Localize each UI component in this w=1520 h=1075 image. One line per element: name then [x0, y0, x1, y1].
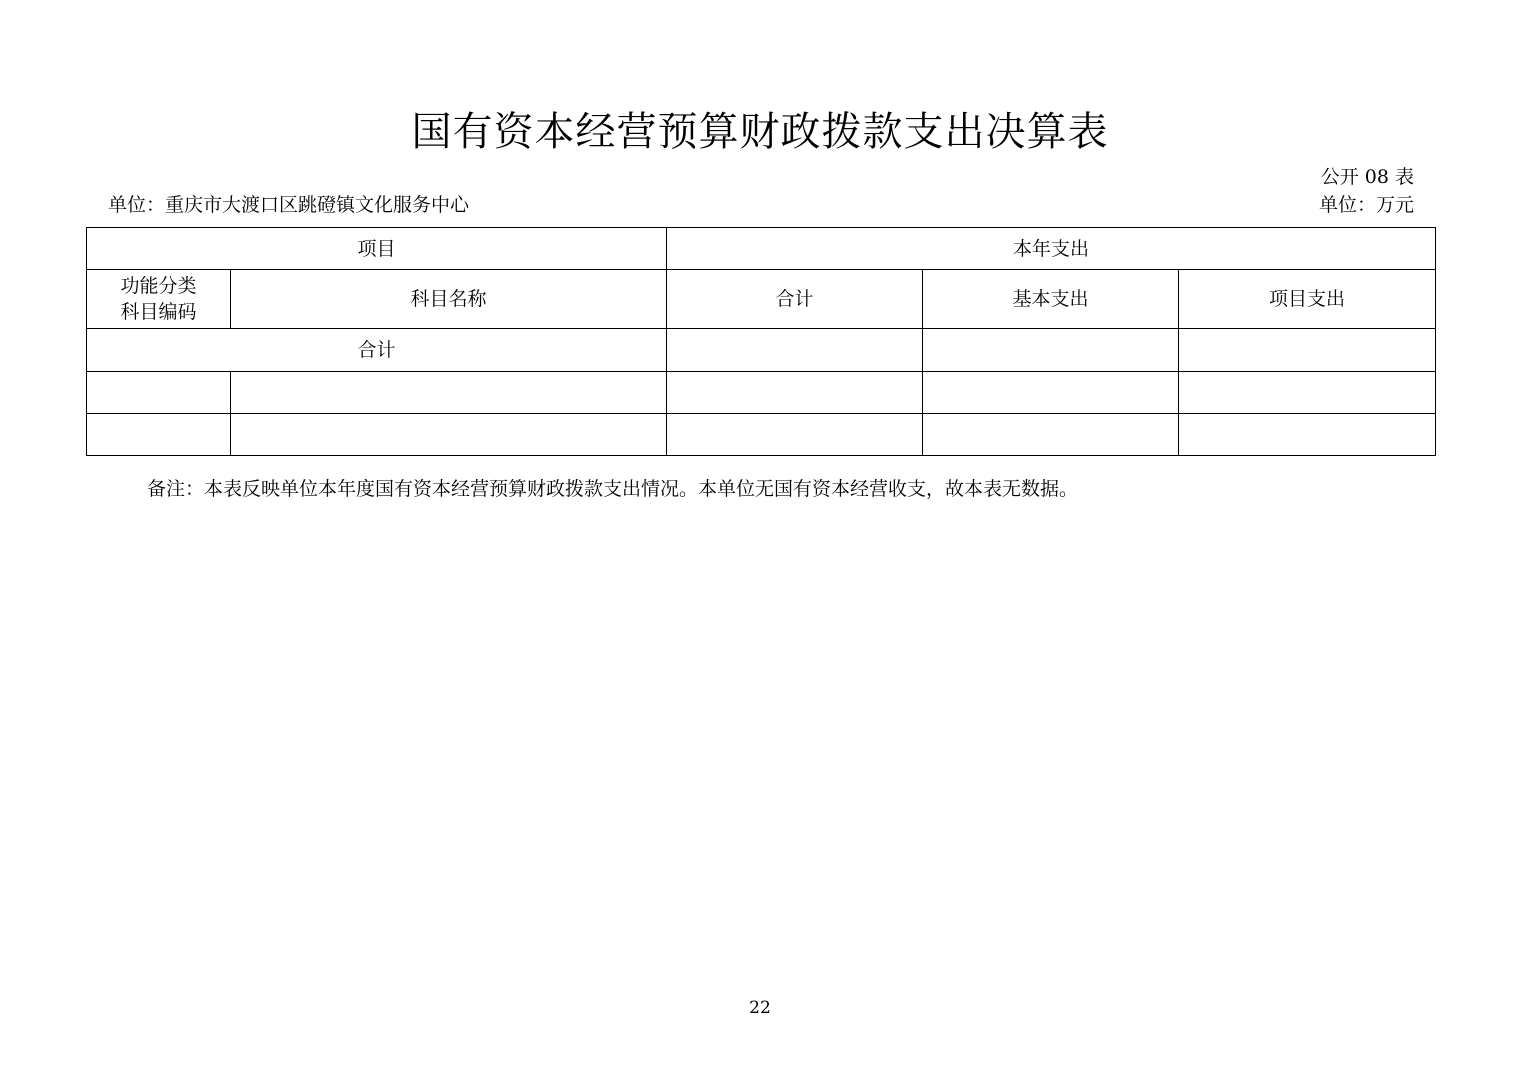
table-header-row-2 [87, 270, 1436, 329]
row-name [231, 372, 667, 414]
total-row [87, 329, 1436, 372]
total-row-basic [923, 329, 1179, 372]
page-title: 国有资本经营预算财政拨款支出决算表 [411, 109, 1109, 155]
row-total [667, 372, 923, 414]
currency-unit: 单位：万元 [1318, 194, 1414, 216]
total-row-project [1179, 329, 1436, 372]
row-project [1179, 372, 1436, 414]
header-function-code-line1: 功能分类 [120, 275, 197, 297]
header-current-year-expenditure: 本年支出 [667, 228, 1436, 270]
header-item: 项目 [87, 228, 667, 270]
row-code [87, 372, 231, 414]
header-total: 合计 [667, 270, 923, 329]
table-header-row-1 [87, 228, 1436, 270]
row-total [667, 414, 923, 456]
row-basic [923, 372, 1179, 414]
row-name [231, 414, 667, 456]
row-code [87, 414, 231, 456]
row-basic [923, 414, 1179, 456]
header-function-code [87, 270, 231, 329]
table-row [87, 372, 1436, 414]
header-function-code-line2: 科目编码 [120, 301, 197, 323]
expenditure-table [86, 227, 1436, 456]
footnote: 备注：本表反映单位本年度国有资本经营预算财政拨款支出情况。本单位无国有资本经营收支，故本表无数据。 [147, 478, 1079, 500]
page-number: 22 [749, 998, 771, 1018]
organization-unit: 单位：重庆市大渡口区跳磴镇文化服务中心 [108, 194, 470, 216]
row-project [1179, 414, 1436, 456]
header-project-expenditure: 项目支出 [1179, 270, 1436, 329]
header-basic-expenditure: 基本支出 [923, 270, 1179, 329]
total-row-label: 合计 [87, 329, 667, 372]
table-number: 公开 08 表 [1320, 166, 1414, 188]
total-row-total [667, 329, 923, 372]
table-row [87, 414, 1436, 456]
header-subject-name: 科目名称 [231, 270, 667, 329]
